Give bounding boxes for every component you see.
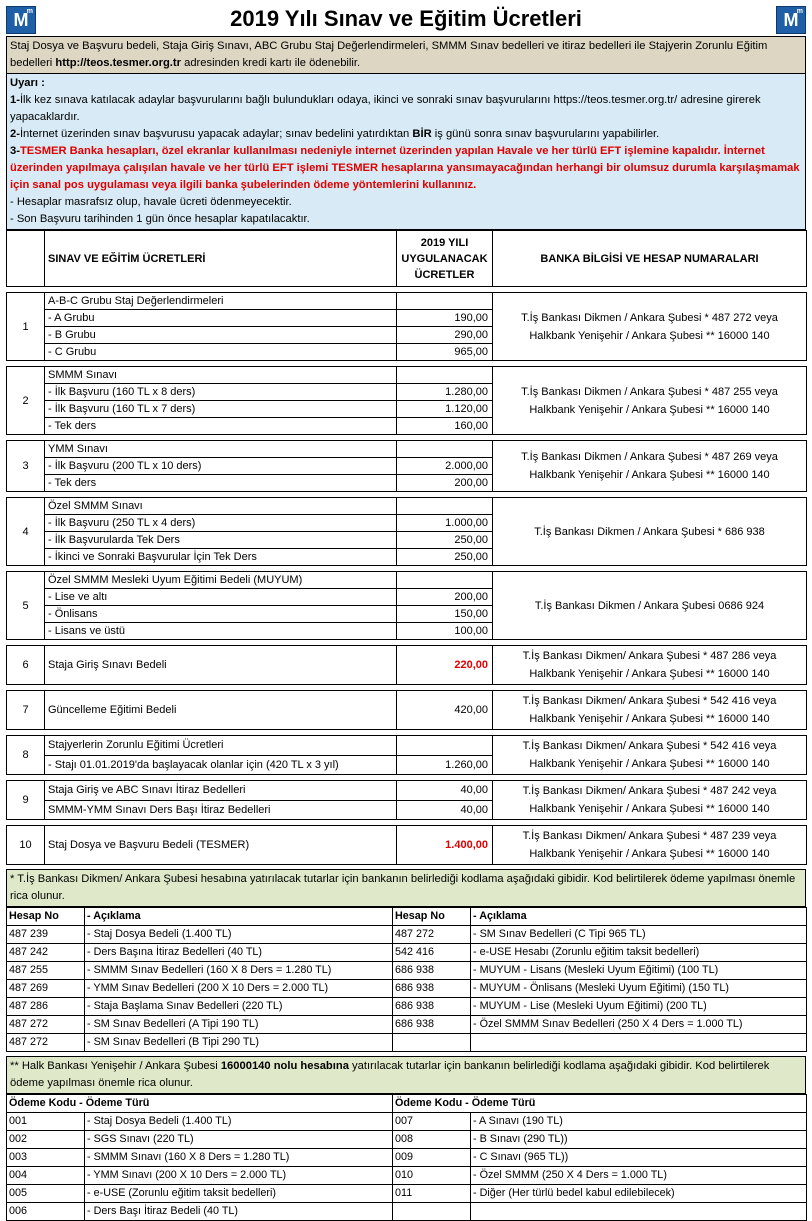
- service-label: Stajyerlerin Zorunlu Eğitimi Ücretleri: [45, 736, 397, 756]
- account-code: 006: [7, 1203, 85, 1221]
- fee-value: [397, 293, 493, 310]
- service-label: Özel SMMM Sınavı: [45, 498, 397, 515]
- account-desc: - e-USE (Zorunlu eğitim taksit bedelleri): [85, 1185, 393, 1203]
- service-label: A-B-C Grubu Staj Değerlendirmeleri: [45, 293, 397, 310]
- account-code: 487 242: [7, 944, 85, 962]
- code-row: [7, 944, 807, 962]
- account-code: 008: [393, 1131, 471, 1149]
- account-desc: - C Sınavı (965 TL)): [471, 1149, 807, 1167]
- account-desc: - Diğer (Her türlü bedel kabul edilebilecek): [471, 1185, 807, 1203]
- account-code: 686 938: [393, 962, 471, 980]
- fee-value: 220,00: [397, 646, 493, 685]
- account-code: [393, 1034, 471, 1052]
- account-code: 487 286: [7, 998, 85, 1016]
- service-label: Staja Giriş Sınavı Bedeli: [45, 646, 397, 685]
- table-row: [7, 826, 807, 865]
- account-desc: - Ders Başına İtiraz Bedelleri (40 TL): [85, 944, 393, 962]
- code-row: [7, 1016, 807, 1034]
- account-code: 487 272: [7, 1034, 85, 1052]
- table-row: [7, 572, 807, 589]
- account-desc: [471, 1034, 807, 1052]
- fee-value: 40,00: [397, 781, 493, 801]
- account-desc: - e-USE Hesabı (Zorunlu eğitim taksit bedelleri): [471, 944, 807, 962]
- fee-table: [6, 230, 807, 865]
- row-number: 9: [7, 781, 45, 820]
- service-label: Staj Dosya ve Başvuru Bedeli (TESMER): [45, 826, 397, 865]
- fee-value: 290,00: [397, 327, 493, 344]
- table-row: [7, 367, 807, 384]
- account-desc: - YMM Sınavı (200 X 10 Ders = 2.000 TL): [85, 1167, 393, 1185]
- account-desc: - SGS Sınavı (220 TL): [85, 1131, 393, 1149]
- code-row: [7, 1131, 807, 1149]
- row-number: 3: [7, 441, 45, 492]
- service-label: - İlk Başvuru (160 TL x 7 ders): [45, 401, 397, 418]
- service-label: - Önlisans: [45, 606, 397, 623]
- row-number: 7: [7, 691, 45, 730]
- code-row: [7, 1034, 807, 1052]
- account-code: 487 272: [393, 926, 471, 944]
- fee-value: 1.000,00: [397, 515, 493, 532]
- service-label: SMMM-YMM Sınavı Ders Başı İtiraz Bedelleri: [45, 800, 397, 820]
- account-code: 007: [393, 1113, 471, 1131]
- code-row: [7, 962, 807, 980]
- account-desc: - Staja Başlama Sınav Bedelleri (220 TL): [85, 998, 393, 1016]
- account-code: 487 255: [7, 962, 85, 980]
- service-label: - İlk Başvurularda Tek Ders: [45, 532, 397, 549]
- account-code: 011: [393, 1185, 471, 1203]
- fee-value: 1.400,00: [397, 826, 493, 865]
- account-desc: - Ders Başı İtiraz Bedeli (40 TL): [85, 1203, 393, 1221]
- fee-value: 1.260,00: [397, 755, 493, 775]
- row-number: 8: [7, 736, 45, 775]
- row-number: 6: [7, 646, 45, 685]
- service-label: - C Grubu: [45, 344, 397, 361]
- service-label: - B Grubu: [45, 327, 397, 344]
- halkbank-codes: Ödeme Kodu - Ödeme Türü Ödeme Kodu - Ödeme Türü 001 - Staj Dosya Bedeli (1.400 TL) 007 - A Sınavı (190 TL) 002 - SGS Sınavı (220 TL) 008 - B Sınavı (290 TL)) 003 - SMMM Sınavı (160 X 8 Ders = 1.280 TL) 009 - C Sınavı (965 TL)) 004 - YMM Sınavı (200 X 10 Ders = 2.000 TL) 010 - Özel SMMM (250 X 4 Ders = 1.000 TL) 005 - e-USE (Zorunlu eğitim taksit bedelleri) 011 - Diğer (Her türlü bedel kabul edilebilecek) 006 - Ders Başı İtiraz Bedeli (40 TL): [6, 1094, 807, 1221]
- isbank-note: * T.İş Bankası Dikmen/ Ankara Şubesi hesabına yatırılacak tutarlar için bankanın belirlediği kodlama aşağıdaki gibidir. Kod belirtilerek ödeme yapılması önemle rica olunur.: [6, 869, 806, 907]
- fee-value: 150,00: [397, 606, 493, 623]
- account-desc: - Staj Dosya Bedeli (1.400 TL): [85, 1113, 393, 1131]
- fee-value: 250,00: [397, 549, 493, 566]
- account-code: 686 938: [393, 980, 471, 998]
- account-code: 003: [7, 1149, 85, 1167]
- table-row: [7, 646, 807, 685]
- account-desc: - SM Sınav Bedelleri (A Tipi 190 TL): [85, 1016, 393, 1034]
- account-code: 010: [393, 1167, 471, 1185]
- code-row: [7, 998, 807, 1016]
- table-row: [7, 441, 807, 458]
- service-label: SMMM Sınavı: [45, 367, 397, 384]
- account-desc: - MUYUM - Lise (Mesleki Uyum Eğitimi) (200 TL): [471, 998, 807, 1016]
- fee-value: [397, 498, 493, 515]
- fee-value: [397, 367, 493, 384]
- table-row: [7, 781, 807, 801]
- service-label: YMM Sınavı: [45, 441, 397, 458]
- fee-value: 1.280,00: [397, 384, 493, 401]
- service-label: - Tek ders: [45, 475, 397, 492]
- table-row: [7, 691, 807, 730]
- account-code: 487 239: [7, 926, 85, 944]
- fee-value: 965,00: [397, 344, 493, 361]
- fee-value: 160,00: [397, 418, 493, 435]
- bank-info: T.İş Bankası Dikmen / Ankara Şubesi * 487 272 veya Halkbank Yenişehir / Ankara Şubesi ** 16000 140: [493, 293, 807, 361]
- service-label: - İlk Başvuru (200 TL x 10 ders): [45, 458, 397, 475]
- fee-value: [397, 441, 493, 458]
- fee-value: 200,00: [397, 589, 493, 606]
- account-code: 005: [7, 1185, 85, 1203]
- fee-value: 420,00: [397, 691, 493, 730]
- warning-title: Uyarı :: [10, 77, 45, 89]
- code-row: [7, 980, 807, 998]
- account-desc: - YMM Sınav Bedelleri (200 X 10 Ders = 2.000 TL): [85, 980, 393, 998]
- fee-value: 100,00: [397, 623, 493, 640]
- code-row: [7, 1185, 807, 1203]
- account-code: 009: [393, 1149, 471, 1167]
- service-label: - Lise ve altı: [45, 589, 397, 606]
- account-code: 004: [7, 1167, 85, 1185]
- account-desc: - MUYUM - Lisans (Mesleki Uyum Eğitimi) (100 TL): [471, 962, 807, 980]
- service-label: Staja Giriş ve ABC Sınavı İtiraz Bedelleri: [45, 781, 397, 801]
- fee-value: 200,00: [397, 475, 493, 492]
- account-desc: - SMMM Sınavı (160 X 8 Ders = 1.280 TL): [85, 1149, 393, 1167]
- row-number: 5: [7, 572, 45, 640]
- fee-value: 2.000,00: [397, 458, 493, 475]
- code-row: [7, 926, 807, 944]
- account-desc: - SMMM Sınav Bedelleri (160 X 8 Ders = 1.280 TL): [85, 962, 393, 980]
- service-label: - İkinci ve Sonraki Başvurular İçin Tek Ders: [45, 549, 397, 566]
- account-desc: - Staj Dosya Bedeli (1.400 TL): [85, 926, 393, 944]
- account-code: 002: [7, 1131, 85, 1149]
- table-row: [7, 498, 807, 515]
- account-code: 542 416: [393, 944, 471, 962]
- table-row: [7, 293, 807, 310]
- bank-info: T.İş Bankası Dikmen / Ankara Şubesi * 487 269 veya Halkbank Yenişehir / Ankara Şubesi ** 16000 140: [493, 441, 807, 492]
- page: [6, 4, 806, 1221]
- bank-info: T.İş Bankası Dikmen/ Ankara Şubesi * 487 239 veya Halkbank Yenişehir / Ankara Şubesi ** 16000 140: [493, 826, 807, 865]
- logo-left: M m: [6, 6, 36, 34]
- code-row: [7, 1203, 807, 1221]
- account-desc: [471, 1203, 807, 1221]
- bank-info: T.İş Bankası Dikmen/ Ankara Şubesi * 542 416 veya Halkbank Yenişehir / Ankara Şubesi ** 16000 140: [493, 691, 807, 730]
- row-number: 4: [7, 498, 45, 566]
- fee-value: 40,00: [397, 800, 493, 820]
- row-number: 1: [7, 293, 45, 361]
- account-desc: - Özel SMMM Sınav Bedelleri (250 X 4 Ders = 1.000 TL): [471, 1016, 807, 1034]
- service-label: - A Grubu: [45, 310, 397, 327]
- header: [6, 4, 806, 36]
- fee-value: [397, 572, 493, 589]
- page-title: 2019 Yılı Sınav ve Eğitim Ücretleri: [230, 6, 582, 31]
- halkbank-note: ** Halk Bankası Yenişehir / Ankara Şubesi 16000140 nolu hesabına yatırılacak tutarlar için bankanın belirlediği kodlama aşağıdaki gibidir. Kod belirtilerek ödeme yapılması önemle rica olunur.: [6, 1056, 806, 1094]
- teos-link[interactable]: http://teos.tesmer.org.tr: [55, 57, 181, 69]
- code-row: [7, 1113, 807, 1131]
- account-desc: - MUYUM - Önlisans (Mesleki Uyum Eğitimi) (150 TL): [471, 980, 807, 998]
- table-header: SINAV VE EĞİTİM ÜCRETLERİ 2019 YILI UYGULANACAK ÜCRETLER BANKA BİLGİSİ VE HESAP NUMARALARI: [7, 231, 807, 287]
- service-label: - İlk Başvuru (250 TL x 4 ders): [45, 515, 397, 532]
- bank-info: T.İş Bankası Dikmen/ Ankara Şubesi * 542 416 veya Halkbank Yenişehir / Ankara Şubesi ** 16000 140: [493, 736, 807, 775]
- account-desc: - SM Sınav Bedelleri (C Tipi 965 TL): [471, 926, 807, 944]
- account-code: 686 938: [393, 1016, 471, 1034]
- fee-value: 250,00: [397, 532, 493, 549]
- fee-value: 1.120,00: [397, 401, 493, 418]
- service-label: - Stajı 01.01.2019'da başlayacak olanlar için (420 TL x 3 yıl): [45, 755, 397, 775]
- code-row: [7, 1149, 807, 1167]
- account-desc: - SM Sınav Bedelleri (B Tipi 290 TL): [85, 1034, 393, 1052]
- warning-red: TESMER Banka hesapları, özel ekranlar kullanılması nedeniyle internet üzerinden yapılan Havale ve her türlü EFT işlemine kapalıdır. İnternet üzerinden yapılmaya çalışılan havale ve her türlü EFT işlemi TESMER hesaplarına yansımayacağından herhangi bir olumsuz durumla karşılaşmamak için sanal pos uygulaması veya ilgili banka şubelerinden ödeme yöntemlerini kullanınız.: [10, 145, 800, 191]
- account-code: 686 938: [393, 998, 471, 1016]
- account-desc: - Özel SMMM (250 X 4 Ders = 1.000 TL): [471, 1167, 807, 1185]
- account-desc: - A Sınavı (190 TL): [471, 1113, 807, 1131]
- bank-info: T.İş Bankası Dikmen / Ankara Şubesi 0686 924: [493, 572, 807, 640]
- fee-value: 190,00: [397, 310, 493, 327]
- service-label: Özel SMMM Mesleki Uyum Eğitimi Bedeli (MUYUM): [45, 572, 397, 589]
- isbank-codes: Hesap No - Açıklama Hesap No - Açıklama 487 239 - Staj Dosya Bedeli (1.400 TL) 487 272 - SM Sınav Bedelleri (C Tipi 965 TL) 487 242 - Ders Başına İtiraz Bedelleri (40 TL) 542 416 - e-USE Hesabı (Zorunlu eğitim taksit bedelleri) 487 255 - SMMM Sınav Bedelleri (160 X 8 Ders = 1.280 TL) 686 938 - MUYUM - Lisans (Mesleki Uyum Eğitimi) (100 TL) 487 269 - YMM Sınav Bedelleri (200 X 10 Ders = 2.000 TL) 686 938 - MUYUM - Önlisans (Mesleki Uyum Eğitimi) (150 TL) 487 286 - Staja Başlama Sınav Bedelleri (220 TL) 686 938 - MUYUM - Lise (Mesleki Uyum Eğitimi) (200 TL) 487 272 - SM Sınav Bedelleri (A Tipi 190 TL) 686 938 - Özel SMMM Sınav Bedelleri (250 X 4 Ders = 1.000 TL) 487 272 - SM Sınav Bedelleri (B Tipi 290 TL): [6, 907, 807, 1052]
- row-number: 2: [7, 367, 45, 435]
- table-row: [7, 736, 807, 756]
- code-row: [7, 1167, 807, 1185]
- service-label: - Tek ders: [45, 418, 397, 435]
- warning-box: Uyarı : 1-İlk kez sınava katılacak adaylar başvurularını bağlı bulundukları odaya, ikinci ve sonraki sınav başvurularını https://teos.tesmer.org.tr/ adresine girerek yapacaklardır. 2-İnternet üzerinden sınav başvurusu yapacak adaylar; sınav bedelini yatırdıktan BİR iş günü sonra sınav başvurularını yapabilirler. 3-TESMER Banka hesapları, özel ekranlar kullanılması nedeniyle internet üzerinden yapılan Havale ve her türlü EFT işlemine kapalıdır. İnternet üzerinden yapılmaya çalışılan havale ve her türlü EFT işlemi TESMER hesaplarına yansımayacağından herhangi bir olumsuz durumla karşılaşmamak için sanal pos uygulaması veya ilgili banka şubelerinden ödeme yöntemlerini kullanınız. - Hesaplar masrafsız olup, havale ücreti ödenmeyecektir. - Son Başvuru tarihinden 1 gün önce hesaplar kapatılacaktır.: [6, 74, 806, 230]
- row-number: 10: [7, 826, 45, 865]
- account-code: 001: [7, 1113, 85, 1131]
- bank-info: T.İş Bankası Dikmen / Ankara Şubesi * 487 255 veya Halkbank Yenişehir / Ankara Şubesi ** 16000 140: [493, 367, 807, 435]
- intro-box: Staj Dosya ve Başvuru bedeli, Staja Giriş Sınavı, ABC Grubu Staj Değerlendirmeleri, SMMM Sınav bedelleri ve itiraz bedelleri ile Stajyerin Zorunlu Eğitim bedelleri http://teos.tesmer.org.tr adresinden kredi kartı ile ödenebilir.: [6, 36, 806, 74]
- bank-info: T.İş Bankası Dikmen/ Ankara Şubesi * 487 242 veya Halkbank Yenişehir / Ankara Şubesi ** 16000 140: [493, 781, 807, 820]
- bank-info: T.İş Bankası Dikmen/ Ankara Şubesi * 487 286 veya Halkbank Yenişehir / Ankara Şubesi ** 16000 140: [493, 646, 807, 685]
- account-code: [393, 1203, 471, 1221]
- service-label: Güncelleme Eğitimi Bedeli: [45, 691, 397, 730]
- service-label: - İlk Başvuru (160 TL x 8 ders): [45, 384, 397, 401]
- bank-info: T.İş Bankası Dikmen / Ankara Şubesi * 686 938: [493, 498, 807, 566]
- account-code: 487 269: [7, 980, 85, 998]
- service-label: - Lisans ve üstü: [45, 623, 397, 640]
- account-desc: - B Sınavı (290 TL)): [471, 1131, 807, 1149]
- logo-right: M m: [776, 6, 806, 34]
- account-code: 487 272: [7, 1016, 85, 1034]
